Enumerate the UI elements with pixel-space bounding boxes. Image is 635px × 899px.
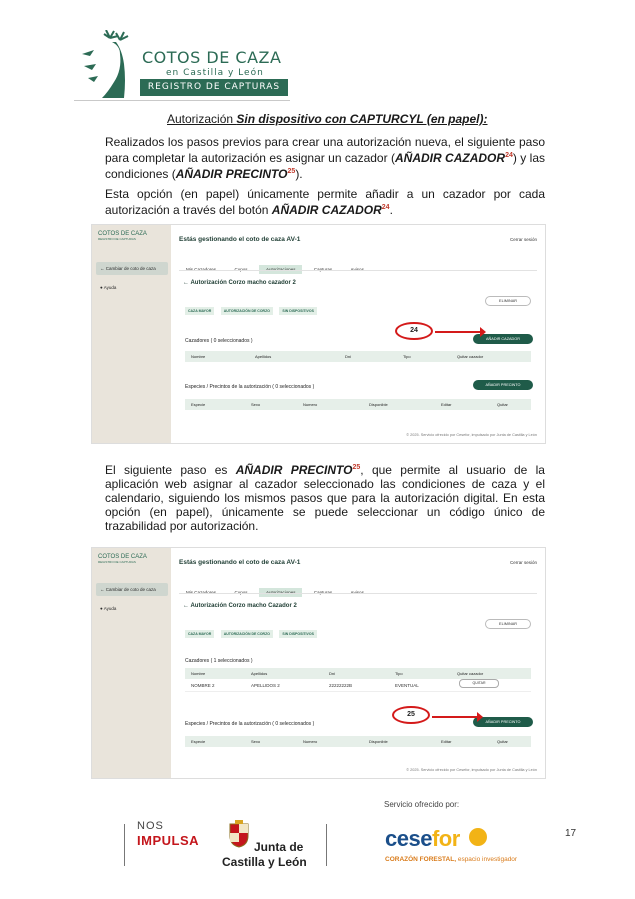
col-sexo: Sexo bbox=[251, 402, 261, 407]
p1-text-c: ) y las condiciones ( bbox=[105, 151, 545, 181]
arrow-icon bbox=[435, 331, 481, 333]
col-disponible: Disponible bbox=[369, 739, 388, 744]
app-title: Estás gestionando el coto de caza AV-1 bbox=[179, 236, 301, 243]
heading-prefix: Autorización bbox=[167, 112, 237, 126]
sidebar-item-help[interactable] bbox=[96, 602, 168, 615]
paragraph-intro bbox=[105, 135, 545, 181]
tabs-divider bbox=[179, 270, 537, 271]
app-sidebar bbox=[92, 548, 171, 778]
leaf-icon bbox=[465, 826, 491, 848]
app-main bbox=[171, 548, 545, 778]
cesefor-tagline-b: espacio investigador bbox=[457, 856, 518, 863]
logo-title: COTOS DE CAZA bbox=[142, 48, 282, 67]
p3-ref-25: 25 bbox=[352, 464, 361, 471]
col-disponible: Disponible bbox=[369, 402, 388, 407]
col-especie: Especie bbox=[191, 402, 206, 407]
sidebar-logo bbox=[98, 231, 147, 241]
sidebar-logo-title: COTOS DE CAZA bbox=[98, 231, 147, 237]
sidebar-help-label: Ayuda bbox=[103, 606, 117, 611]
sidebar-change-label: Cambiar de coto de caza bbox=[105, 587, 156, 592]
col-quitar-cazador: Quitar cazador bbox=[457, 354, 484, 359]
tag-caza-mayor: CAZA MAYOR bbox=[185, 630, 214, 638]
authorization-title: ← Autorización Corzo macho Cazador 2 bbox=[183, 603, 297, 609]
cesefor-logo bbox=[385, 826, 491, 852]
nos-impulsa-logo-bottom: IMPULSA bbox=[137, 833, 199, 848]
page-number: 17 bbox=[565, 828, 577, 839]
logout-button[interactable]: Cerrar sesión bbox=[509, 237, 537, 242]
col-editar: Editar bbox=[441, 402, 452, 407]
sidebar-logo-title: COTOS DE CAZA bbox=[98, 554, 147, 560]
app-title: Estás gestionando el coto de caza AV-1 bbox=[179, 559, 301, 566]
cell-nombre: NOMBRE 2 bbox=[191, 683, 215, 688]
col-apellidos: Apellidos bbox=[251, 671, 268, 676]
app-sidebar bbox=[92, 225, 171, 443]
authorization-title-text: Autorización Corzo macho cazador 2 bbox=[190, 280, 296, 286]
add-seal-button[interactable]: AÑADIR PRECINTO bbox=[473, 380, 533, 390]
tabs-divider bbox=[179, 593, 537, 594]
app-footer: © 2025. Servicio ofrecido por Cesefor, impulsado por Junta de Castilla y León bbox=[406, 433, 537, 437]
cesefor-logo-a: cese bbox=[385, 826, 432, 851]
p3-text-c: , que permite al usuario de la aplicación web asignar al cazador seleccionado las condiciones de caza y el calendario, siguiendo los mismos pasos que para la autorización digital. En esta opción (en papel), únicamente se puede seleccionar un código único de trazabilidad por autorización. bbox=[105, 463, 545, 533]
nos-impulsa-logo-top: NOS bbox=[137, 820, 164, 832]
help-icon: ● bbox=[100, 606, 104, 611]
arrow-left-icon: ← bbox=[100, 587, 106, 592]
col-quitar: Quitar bbox=[497, 402, 508, 407]
sidebar-help-label: Ayuda bbox=[103, 285, 117, 290]
col-editar: Editar bbox=[441, 739, 452, 744]
p1-add-seal: AÑADIR PRECINTO bbox=[175, 167, 288, 181]
hunters-label: Cazadores ( 1 seleccionados ) bbox=[185, 658, 253, 664]
p2-add-hunter: AÑADIR CAZADOR bbox=[271, 203, 382, 217]
divider-right bbox=[326, 824, 327, 866]
authorization-tags bbox=[185, 622, 319, 640]
cesefor-logo-b: for bbox=[431, 826, 460, 851]
col-dni: Dni bbox=[345, 354, 352, 359]
paragraph-paper-option bbox=[105, 187, 545, 217]
col-tipo: Tipo bbox=[395, 671, 403, 676]
p1-text-e: ). bbox=[295, 167, 303, 181]
hunters-table-header bbox=[185, 351, 531, 362]
paragraph-add-seal bbox=[105, 461, 545, 533]
tag-autorizacion-corzo: AUTORIZACIÓN DE CORZO bbox=[221, 630, 273, 638]
cotos-de-caza-logo bbox=[74, 28, 290, 102]
p3-text-a: El siguiente paso es bbox=[105, 463, 236, 477]
delete-button[interactable]: ELIMINAR bbox=[485, 619, 531, 629]
junta-logo-top: Junta de bbox=[254, 840, 304, 854]
authorization-tags bbox=[185, 299, 319, 317]
p1-ref-25: 25 bbox=[287, 168, 296, 175]
section-heading bbox=[167, 112, 488, 126]
app-footer: © 2025. Servicio ofrecido por Cesefor, impulsado por Junta de Castilla y León bbox=[406, 768, 537, 772]
tag-sin-dispositivos: SIN DISPOSITIVOS bbox=[279, 307, 317, 315]
served-by-label: Servicio ofrecido por: bbox=[384, 800, 460, 809]
sidebar-item-help[interactable] bbox=[96, 281, 168, 294]
sidebar-change-label: Cambiar de coto de caza bbox=[105, 266, 156, 271]
authorization-title-text: Autorización Corzo macho Cazador 2 bbox=[190, 603, 297, 609]
header-divider bbox=[74, 100, 290, 101]
cesefor-tagline-a: CORAZÓN FORESTAL, bbox=[385, 856, 458, 863]
species-table-header bbox=[185, 736, 531, 747]
divider-left bbox=[124, 824, 125, 866]
authorization-title: ← Autorización Corzo macho cazador 2 bbox=[183, 280, 296, 286]
logout-button[interactable]: Cerrar sesión bbox=[509, 560, 537, 565]
callout-24: 24 bbox=[395, 322, 433, 340]
logo-region: en Castilla y León bbox=[166, 68, 264, 78]
screenshot-add-seal bbox=[91, 547, 546, 779]
p1-add-hunter: AÑADIR CAZADOR bbox=[395, 151, 506, 165]
tag-sin-dispositivos: SIN DISPOSITIVOS bbox=[279, 630, 317, 638]
app-tabs bbox=[179, 581, 371, 591]
col-dni: Dni bbox=[329, 671, 336, 676]
app-main bbox=[171, 225, 545, 443]
cell-dni: 22222222B bbox=[329, 683, 353, 688]
sidebar-logo-band: REGISTRO DE CAPTURAS bbox=[98, 560, 136, 564]
col-numero: Numero bbox=[303, 402, 318, 407]
p2-ref-24: 24 bbox=[381, 204, 390, 211]
arrow-icon bbox=[432, 716, 478, 718]
junta-logo-bottom: Castilla y León bbox=[222, 855, 307, 869]
col-sexo: Sexo bbox=[251, 739, 261, 744]
app-tabs bbox=[179, 258, 371, 268]
species-label: Especies / Precintos de la autorización ( 0 seleccionados ) bbox=[185, 384, 315, 390]
col-nombre: Nombre bbox=[191, 354, 206, 359]
logo-band: REGISTRO DE CAPTURAS bbox=[140, 79, 288, 96]
tag-caza-mayor: CAZA MAYOR bbox=[185, 307, 214, 315]
col-quitar-cazador: Quitar cazador bbox=[457, 671, 484, 676]
arrow-left-icon: ← bbox=[100, 266, 106, 271]
col-apellidos: Apellidos bbox=[255, 354, 272, 359]
sidebar-item-change-coto[interactable] bbox=[96, 262, 168, 275]
tag-autorizacion-corzo: AUTORIZACIÓN DE CORZO bbox=[221, 307, 273, 315]
add-hunter-button[interactable]: AÑADIR CAZADOR bbox=[473, 334, 533, 344]
add-seal-button[interactable]: AÑADIR PRECINTO bbox=[473, 717, 533, 727]
species-label: Especies / Precintos de la autorización ( 0 seleccionados ) bbox=[185, 721, 315, 727]
p2-text-c: . bbox=[389, 203, 393, 217]
col-numero: Numero bbox=[303, 739, 318, 744]
heading-italic: Sin dispositivo con CAPTURCYL (en papel): bbox=[236, 112, 488, 126]
hunters-label: Cazadores ( 0 seleccionados ) bbox=[185, 338, 253, 344]
deer-icon bbox=[80, 30, 136, 98]
sidebar-logo-band: REGISTRO DE CAPTURAS bbox=[98, 237, 136, 241]
p2-text-a: Esta opción (en papel) únicamente permite añadir a un cazador por cada autorización a través del botón bbox=[105, 187, 545, 217]
p1-text-a: Realizados los pasos previos para crear una autorización nueva, el siguiente paso para completar la autorización es asignar un cazador ( bbox=[105, 135, 545, 165]
delete-button[interactable]: ELIMINAR bbox=[485, 296, 531, 306]
cell-tipo: EVENTUAL bbox=[395, 683, 419, 688]
help-icon: ● bbox=[100, 285, 104, 290]
hunters-table-header bbox=[185, 668, 531, 679]
p1-ref-24: 24 bbox=[505, 152, 513, 159]
table-row bbox=[185, 679, 531, 692]
col-especie: Especie bbox=[191, 739, 206, 744]
screenshot-add-hunter bbox=[91, 224, 546, 444]
p3-add-seal: AÑADIR PRECINTO bbox=[235, 463, 353, 477]
callout-25: 25 bbox=[392, 706, 430, 724]
sidebar-item-change-coto[interactable] bbox=[96, 583, 168, 596]
col-nombre: Nombre bbox=[191, 671, 206, 676]
cesefor-tagline bbox=[385, 856, 517, 863]
sidebar-logo bbox=[98, 554, 147, 564]
col-tipo: Tipo bbox=[403, 354, 411, 359]
coat-of-arms-icon bbox=[228, 820, 250, 848]
species-table-header bbox=[185, 399, 531, 410]
remove-hunter-button[interactable]: QUITAR bbox=[459, 679, 499, 688]
col-quitar: Quitar bbox=[497, 739, 508, 744]
cell-apellidos: APELLIDOS 2 bbox=[251, 683, 280, 688]
